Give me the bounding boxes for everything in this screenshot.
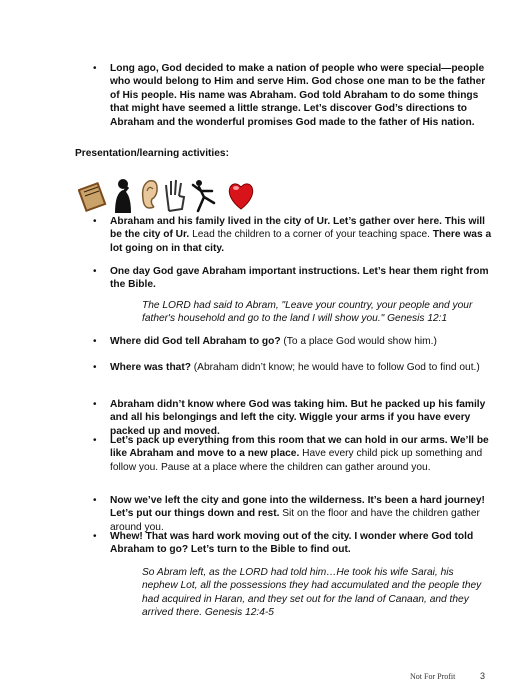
list-item	[93, 434, 492, 474]
praying-person-icon	[110, 177, 136, 213]
hand-icon	[162, 177, 188, 213]
item-text: (To a place God would show him.)	[283, 336, 437, 347]
item-bold-text: Where was that?	[110, 362, 194, 373]
intro-text: Long ago, God decided to make a nation of people who were special—people who would belong to Him and serve Him. God chose one man to be the father of His people. His name was Abraham. God told Abraham to do some things that might have seemed a little strange. Let’s discover God’s directions to Abraham and the wonderful promises God made to the father of His nation.	[110, 63, 486, 128]
list-item	[93, 265, 492, 292]
list-item	[93, 335, 492, 348]
item-bold-text: There was a lot going on in that city.	[110, 229, 492, 254]
bullet: •	[93, 435, 97, 446]
page-number: 3	[480, 671, 486, 681]
bullet: •	[93, 362, 97, 373]
item-text: Have every child pick up something and follow you. Pause at a place where the children can gather around you.	[110, 448, 483, 473]
bullet: •	[93, 63, 97, 74]
book-icon	[78, 177, 108, 213]
item-bold-text: Let’s pack up everything from this room that we can hold in our arms. We’ll be like Abraham and move to a new place.	[110, 435, 489, 460]
heart-icon	[226, 177, 256, 213]
list-item	[93, 361, 492, 374]
section-heading: Presentation/learning activities:	[75, 148, 229, 159]
list-item	[93, 398, 492, 438]
bullet: •	[93, 495, 97, 506]
bullet: •	[93, 216, 97, 227]
list-item	[93, 530, 492, 557]
bullet: •	[93, 399, 97, 410]
intro-paragraph	[93, 62, 492, 129]
item-bold-text: One day God gave Abraham important instructions. Let’s hear them right from the Bible.	[110, 266, 489, 291]
item-text: Lead the children to a corner of your teaching space.	[189, 229, 430, 241]
list-item	[93, 494, 492, 534]
scripture-quote: The LORD had said to Abram, "Leave your country, your people and your father's household and go to the land I will show you." Genesis 12:1	[142, 300, 473, 325]
bullet: •	[93, 531, 97, 542]
item-text: Sit on the floor and have the children gather around you.	[110, 508, 480, 533]
item-bold-text: Where did God tell Abraham to go?	[110, 336, 284, 347]
item-bold-text: Now we’ve left the city and gone into the wilderness. It’s been a hard journey! Let’s put our things down and rest.	[110, 495, 485, 520]
list-item	[93, 215, 492, 255]
item-bold-text: Whew! That was hard work moving out of the city. I wonder where God told Abraham to go? Let’s turn to the Bible to find out.	[110, 531, 474, 556]
footer-text: Not For Profit	[410, 672, 456, 681]
stretching-person-icon	[190, 177, 220, 213]
item-bold-text: Abraham didn’t know where God was taking him. But he packed up his family and all his belongings and left the city. Wiggle your arms if you have every packed up and moved.	[110, 399, 486, 437]
scripture-quote: So Abram left, as the LORD had told him…He took his wife Sarai, his nephew Lot, all the possessions they had accumulated and the people they had acquired in Haran, and they set out for the land of Canaan, and they arrived there. Genesis 12:4-5	[142, 567, 482, 619]
item-bold-text: Abraham and his family lived in the city of Ur. Let’s gather over here. This will be the city of Ur.	[110, 216, 485, 241]
activity-icons	[78, 177, 268, 215]
bullet: •	[93, 266, 97, 277]
item-text: (Abraham didn’t know; he would have to follow God to find out.)	[193, 362, 480, 373]
bullet: •	[93, 336, 97, 347]
ear-icon	[138, 177, 160, 213]
